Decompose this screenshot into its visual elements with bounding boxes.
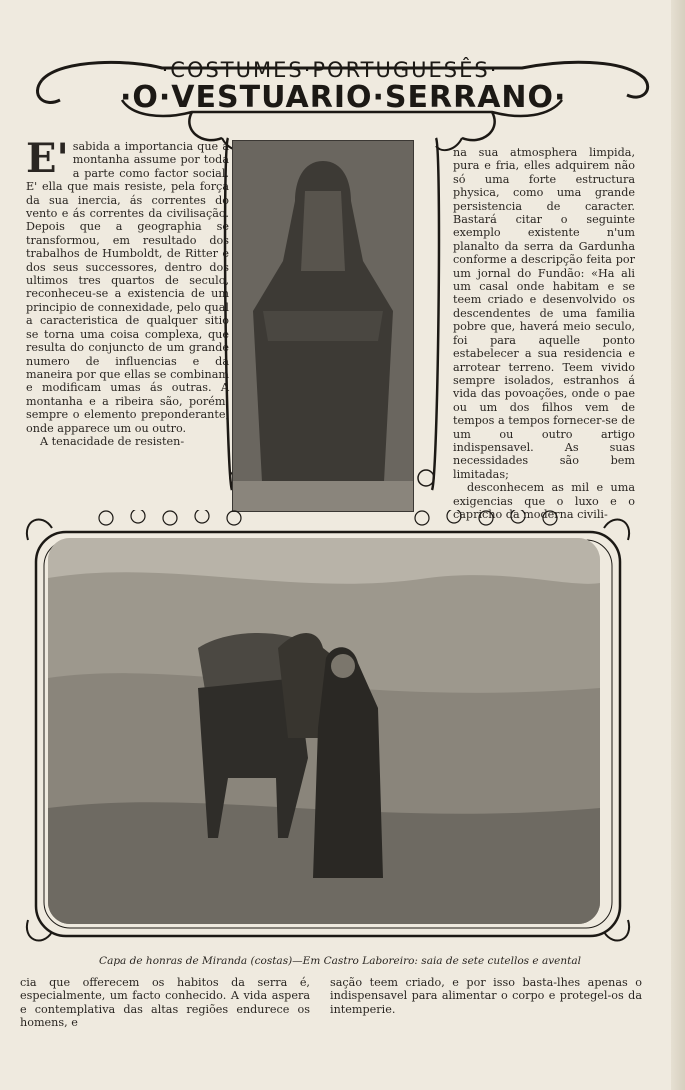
header-subtitle: ·COSTUMES·PORTUGUESÊS· [161, 58, 499, 82]
bottom-photo-woman-with-donkey [48, 538, 600, 924]
left-paragraph-2: A tenacidade de resisten- [40, 434, 185, 448]
right-paragraph-1: na sua atmosphera limpida, pura e fria, elles adquirem não só uma forte estructura physica, como uma grande persistencia de caracter. Bastará citar o seguinte exemplo existente n'um planalto da serra da Gardunha conforme a descripção feita por um jornal do Fundão: «Ha ali um casal onde habitam e se teem criado e desenvolvido os descendentes de uma familia pobre que, haverá meio seculo, foi para aquelle ponto estabelecer a sua residencia e arrotear terreno. Teem vivido sempre isolados, estranhos á vida das povoações, onde o pae ou um dos filhos vem de tempos a tempos fornecer-se de um ou outro artigo indispensavel. As suas necessidades são bem limitadas; [453, 146, 635, 481]
page-edge [671, 0, 685, 1090]
landscape-illustration [48, 538, 600, 924]
drop-cap: E' [26, 135, 69, 182]
right-paragraph-2: desconhecem as mil e uma exigencias que o luxo e o capricho da moderna civili- [453, 481, 635, 521]
page-title: ·O·VESTUARIO·SERRANO· [120, 80, 567, 115]
photo-caption: Capa de honras de Miranda (costas)—Em Castro Laboreiro: saia de sete cutellos e avental [99, 955, 581, 967]
bottom-left-paragraph: cia que offerecem os habitos da serra é, especialmente, um facto conhecido. A vida aspera e contemplativa das altas regiões endurece os homens, e [20, 976, 310, 1030]
cloak-figure-illustration [233, 141, 413, 511]
bottom-right-paragraph: sação teem criado, e por isso basta-lhes apenas o indispensavel para alimentar o corpo e protegel-os da intemperie. [330, 976, 642, 1016]
left-paragraph-1: sabida a importancia que a montanha assume por toda a parte como factor social. E' ella que mais resiste, pela força da sua inercia, ás correntes do vento e ás correntes da civilisação. Depois que a geographia se transformou, em resultado dos trabalhos de Humboldt, de Ritter e dos seus successores, dentro dos ultimos tres quartos de seculo, reconheceu-se a existencia de um principio de connexidade, pelo qual a caracteristica de qualquer sitio se torna uma coisa complexa, que resulta do conjuncto de um grande numero de influencias e da maneira por que ellas se combinam e modificam umas ás outras. A montanha e a ribeira são, porém, sempre o elemento preponderante, onde apparece um ou outro. [26, 140, 229, 435]
top-photo-cloaked-figure [232, 140, 414, 512]
left-column [26, 135, 229, 448]
right-column [453, 146, 635, 521]
